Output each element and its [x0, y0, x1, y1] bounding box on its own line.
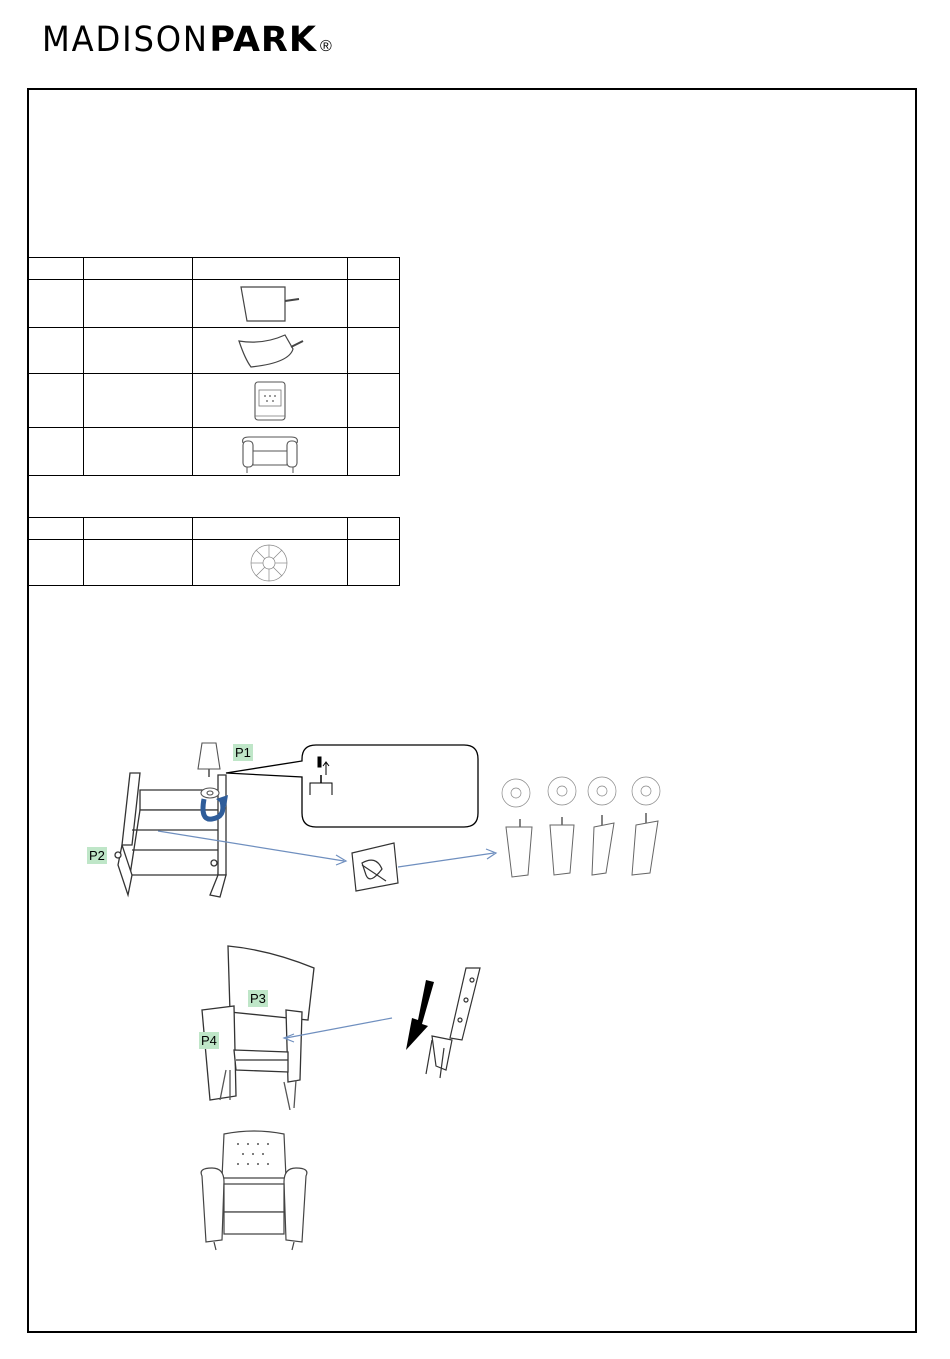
hardware-table-header — [29, 518, 400, 540]
table-row — [29, 428, 400, 476]
assembled-chair-illustration — [194, 1128, 314, 1253]
chair-seat-icon — [193, 429, 347, 475]
hardware-bag-icon — [352, 843, 398, 891]
table-row — [29, 328, 400, 374]
tapered-leg-icon — [193, 281, 347, 327]
table-row — [29, 374, 400, 428]
callout-p1: P1 — [235, 745, 251, 760]
washer-icon — [193, 541, 347, 585]
registered-mark: ® — [319, 38, 332, 55]
brand-name-bold: PARK — [209, 20, 317, 60]
brand-name-light: MADISON — [42, 20, 209, 60]
callout-p2: P2 — [89, 848, 105, 863]
curved-leg-icon — [193, 329, 347, 373]
hardware-table — [28, 517, 400, 586]
parts-table-header — [29, 258, 400, 280]
parts-table — [28, 257, 400, 476]
table-row — [29, 280, 400, 328]
chair-back-icon — [193, 376, 347, 426]
chair-back-attach — [202, 946, 314, 1110]
brand-logo — [42, 20, 332, 60]
down-arrow-icon — [406, 980, 434, 1050]
washers-row — [502, 777, 660, 807]
callout-p4: P4 — [201, 1033, 217, 1048]
callout-p3: P3 — [250, 991, 266, 1006]
bracket-hardware-icon — [426, 968, 480, 1078]
arrow-to-legs — [398, 853, 494, 867]
table-row — [29, 540, 400, 586]
detail-callout-bubble — [226, 745, 478, 827]
step-one-illustration — [80, 735, 680, 905]
step-two-illustration — [190, 940, 510, 1110]
legs-row — [506, 813, 658, 877]
